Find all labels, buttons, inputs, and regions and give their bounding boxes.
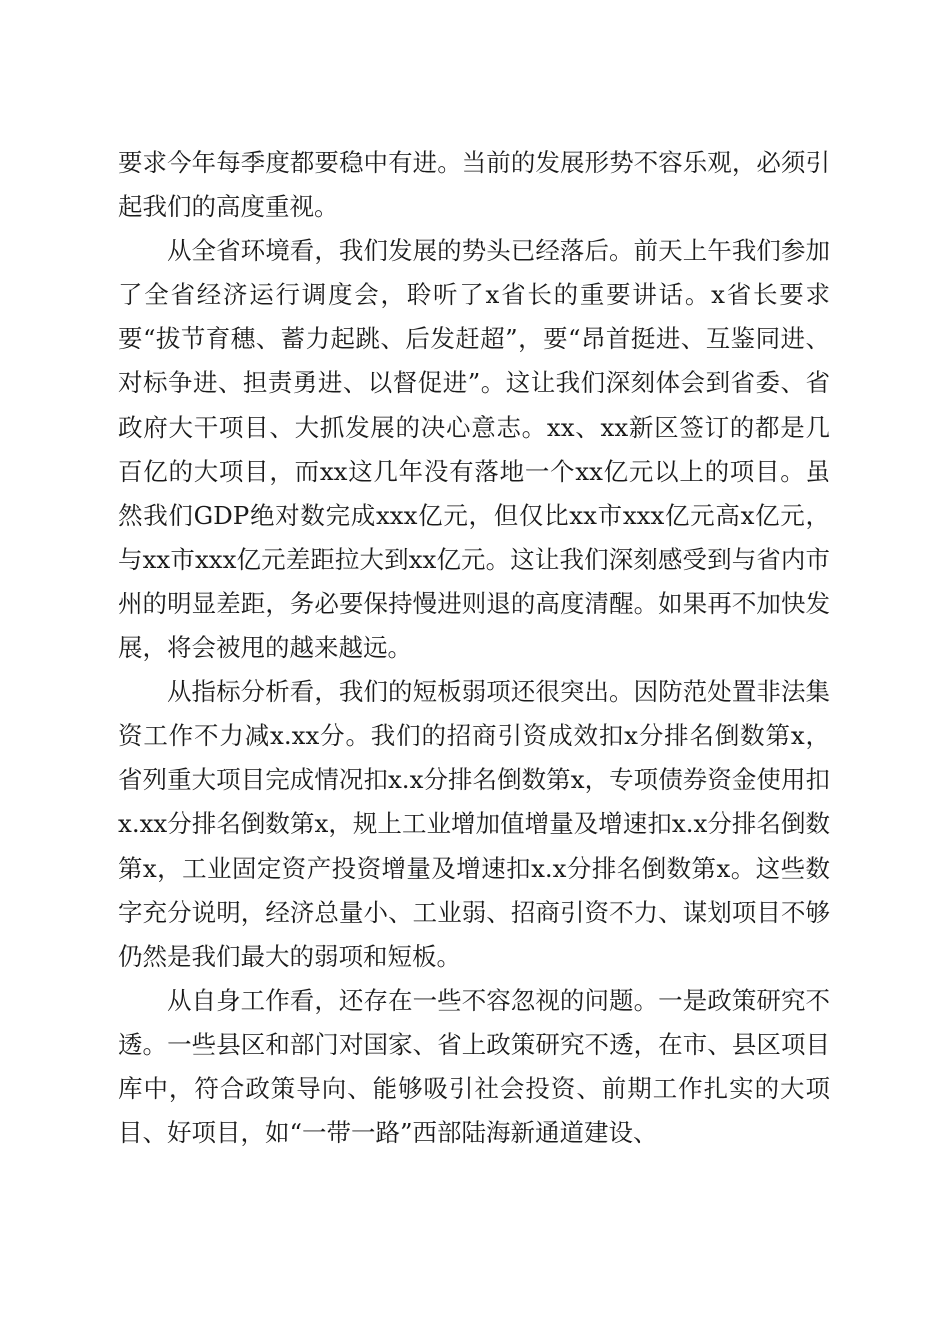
paragraph-indicator-analysis: 从指标分析看，我们的短板弱项还很突出。因防范处置非法集资工作不力减x.xx分。我们的招商引资成效扣x分排名倒数第x，省列重大项目完成情况扣x.x分排名倒数第x，专项债券资金使用扣x.xx分排名倒数第x，规上工业增加值增量及增速扣x.x分排名倒数第x，工业固定资产投资增量及增速扣x.x分排名倒数第x。这些数字充分说明，经济总量小、工业弱、招商引资不力、谋划项目不够仍然是我们最大的弱项和短板。 <box>118 677 830 971</box>
paragraph-provincial-environment: 从全省环境看，我们发展的势头已经落后。前天上午我们参加了全省经济运行调度会，聆听了x省长的重要讲话。x省长要求要“拔节育穗、蓄力起跳、后发赶超”，要“昂首挺进、互鉴同进、对标争进、担责勇进、以督促进”。这让我们深刻体会到省委、省政府大干项目、大抓发展的决心意志。xx、xx新区签订的都是几百亿的大项目，而xx这几年没有落地一个xx亿元以上的项目。虽然我们GDP绝对数完成xxx亿元，但仅比xx市xxx亿元高x亿元，与xx市xxx亿元差距拉大到xx亿元。这让我们深刻感受到与省内市州的明显差距，务必要保持慢进则退的高度清醒。如果再不加快发展，将会被甩的越来越远。 <box>118 236 830 663</box>
document-body <box>118 141 830 1155</box>
paragraph-continuation: 要求今年每季度都要稳中有进。当前的发展形势不容乐观，必须引起我们的高度重视。 <box>118 148 830 222</box>
paragraph-own-work-issues: 从自身工作看，还存在一些不容忽视的问题。一是政策研究不透。一些县区和部门对国家、省上政策研究不透，在市、县区项目库中，符合政策导向、能够吸引社会投资、前期工作扎实的大项目、好项目，如“一带一路”西部陆海新通道建设、 <box>118 985 830 1148</box>
